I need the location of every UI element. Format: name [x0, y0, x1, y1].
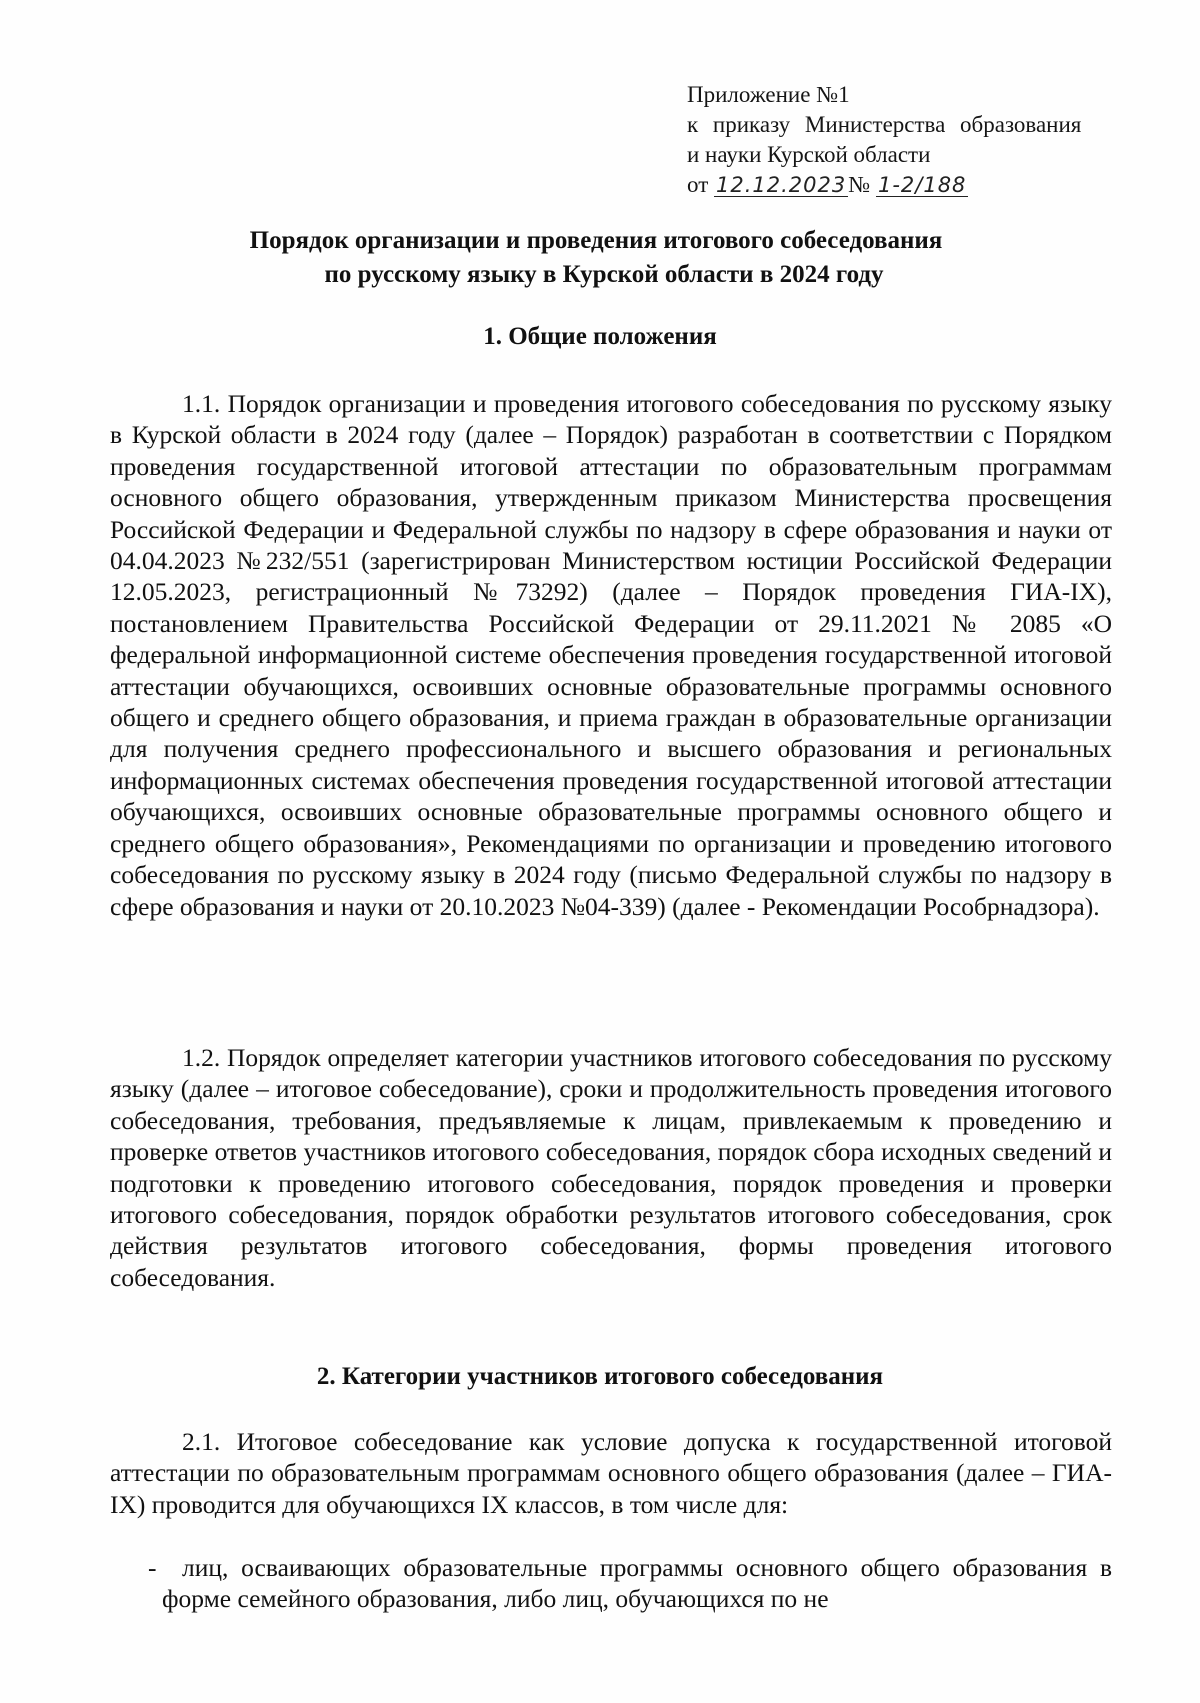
handwritten-order-number: 1-2/188 [877, 173, 967, 197]
section-1-heading: 1. Общие положения [483, 323, 717, 350]
document-title-line-2: по русскому языку в Курской области в 2024 году [324, 261, 884, 288]
appendix-block [687, 80, 1081, 200]
appendix-line-3: и науки Курской области [687, 142, 931, 167]
appendix-line-1: Приложение №1 [687, 82, 850, 107]
paragraph-1-2: 1.2. Порядок определяет категории участников итогового собеседования по русскому языку (далее – итоговое собеседование), сроки и продолжительность проведения итогового собеседования, требования, предъявляемые к лицам, привлекаемым к проведению и проверке ответов участников итогового собеседования, порядок сбора исходных сведений и подготовки к проведению итогового собеседования, порядок проведения и проверки итогового собеседования, порядок обработки результатов итогового собеседования, срок действия результатов итогового собеседования, формы проведения итогового собеседования. [110, 1043, 1112, 1292]
list-item [110, 1552, 1112, 1615]
document-title [0, 224, 1200, 292]
handwritten-date: 12.12.2023 [716, 173, 847, 197]
list-item-text: лиц, осваивающих образовательные программы основного общего образования в форме семейного образования, либо лиц, обучающихся по не [162, 1553, 1112, 1614]
paragraph-2-1: 2.1. Итоговое собеседование как условие допуска к государственной итоговой аттестации по образовательным программам основного общего образования (далее – ГИА-IX) проводится для обучающихся IX классов, в том числе для: [110, 1427, 1112, 1519]
appendix-from-prefix: от [687, 172, 709, 197]
section-2-heading: 2. Категории участников итогового собеседования [316, 1363, 884, 1390]
document-title-line-1: Порядок организации и проведения итогового собеседования [249, 227, 943, 254]
list-dash: - [148, 1553, 157, 1582]
appendix-line-2: к приказу Министерства образования [687, 112, 1082, 137]
appendix-date-line [687, 170, 1081, 200]
paragraph-1-1: 1.1. Порядок организации и проведения итогового собеседования по русскому языку в Курской области в 2024 году (далее – Порядок) разработан в соответствии с Порядком проведения государственной итоговой аттестации по образовательным программам основного общего образования, утвержденным приказом Министерства просвещения Российской Федерации и Федеральной службы по надзору в сфере образования и науки от 04.04.2023 №232/551 (зарегистрирован Министерством юстиции Российской Федерации 12.05.2023, регистрационный №73292) (далее – Порядок проведения ГИА-IX), постановлением Правительства Российской Федерации от 29.11.2021 № 2085 «О федеральной информационной системе обеспечения проведения государственной итоговой аттестации обучающихся, освоивших основные образовательные программы основного общего и среднего общего образования, и приема граждан в образовательные организации для получения среднего профессионального и высшего образования и региональных информационных системах обеспечения проведения государственной итоговой аттестации обучающихся, освоивших основные образовательные программы основного общего и среднего общего образования», Рекомендациями по организации и проведению итогового собеседования по русскому языку в 2024 году (письмо Федеральной службы по надзору в сфере образования и науки от 20.10.2023 №04-339) (далее - Рекомендации Рособрнадзора). [110, 389, 1112, 921]
appendix-number-prefix: № [848, 172, 871, 197]
